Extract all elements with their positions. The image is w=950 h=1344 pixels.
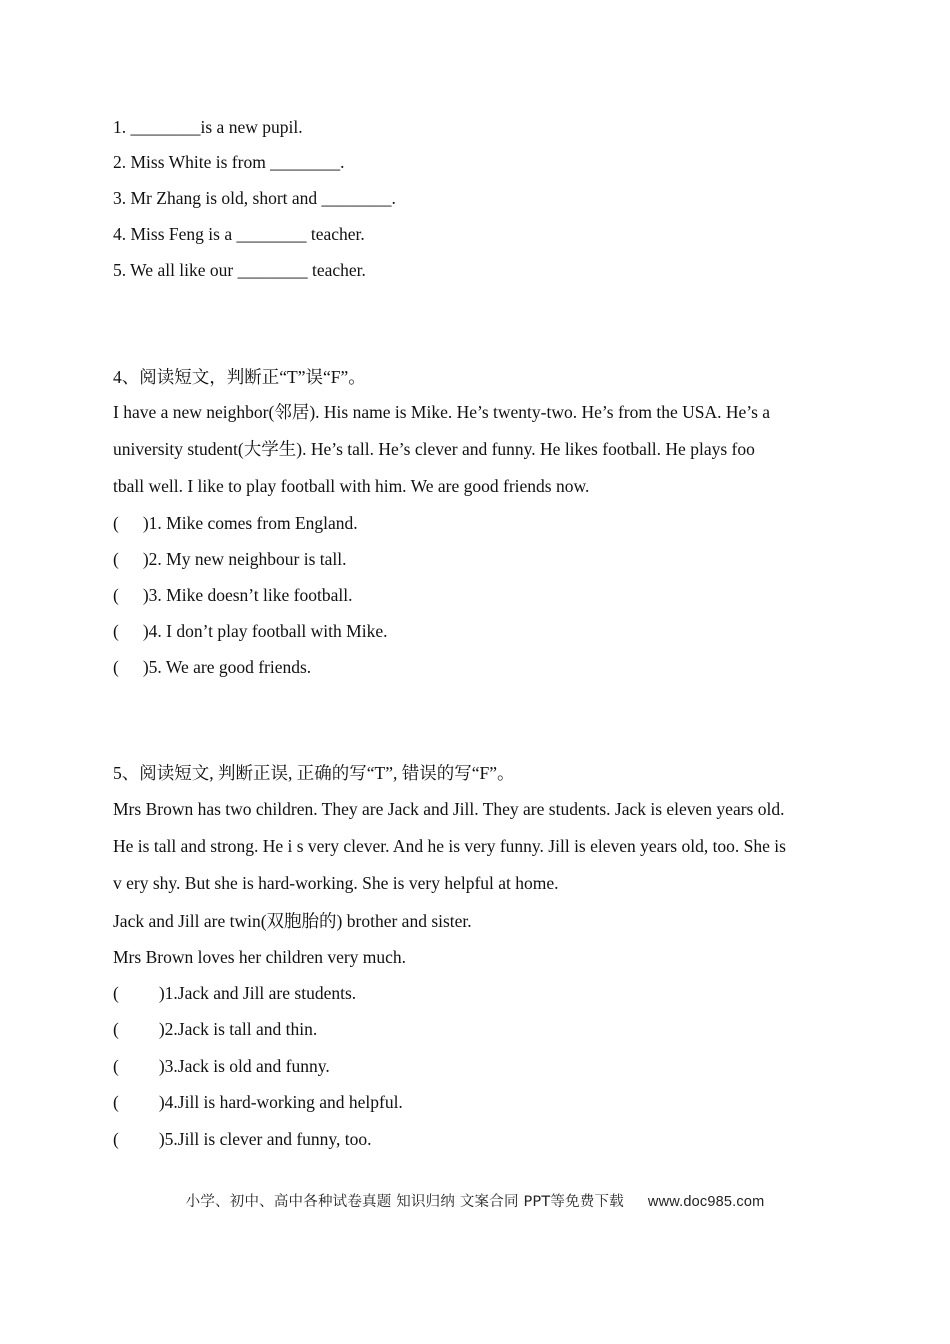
fill-item-2: 2. Miss White is from ________. [113,152,345,172]
footer-url[interactable]: www.doc985.com [647,1194,765,1210]
section5-heading: 5、阅读短文, 判断正误, 正确的写“T”, 错误的写“F”。 [113,763,515,783]
passage-line: I have a new neighbor(邻居). His name is Mike. He’s twenty-two. He’s from the USA. He’s a [113,402,771,422]
judge-question [113,512,358,534]
section4-heading: 4、阅读短文，判断正“T”误“F”。 [113,367,366,387]
section5-passage [113,791,838,902]
answer-paren-open[interactable]: ( [113,657,119,677]
answer-paren-open[interactable]: ( [113,1129,119,1149]
fill-item-4: 4. Miss Feng is a ________ teacher. [113,224,365,244]
question-text: )5. We are good friends. [142,657,312,677]
judge-question [113,548,346,570]
fill-item-1: 1. ________is a new pupil. [113,117,303,137]
question-text: )5.Jill is clever and funny, too. [158,1129,372,1149]
question-text: )4.Jill is hard-working and helpful. [158,1092,403,1112]
answer-paren-open[interactable]: ( [113,1092,119,1112]
judge-question [113,1128,372,1150]
answer-paren-open[interactable]: ( [113,1056,119,1076]
section4-passage [113,394,838,505]
passage-extra-line: Jack and Jill are twin(双胞胎的) brother and sister. [113,911,472,931]
answer-paren-open[interactable]: ( [113,585,119,605]
question-text: )2.Jack is tall and thin. [158,1019,318,1039]
footer-text: 小学、初中、高中各种试卷真题 知识归纳 文案合同 PPT等免费下载 [185,1194,624,1210]
page-footer [0,1190,950,1211]
question-text: )2. My new neighbour is tall. [142,549,347,569]
fill-item-3: 3. Mr Zhang is old, short and ________. [113,188,396,208]
answer-paren-open[interactable]: ( [113,621,119,641]
answer-paren-open[interactable]: ( [113,513,119,533]
fill-item-5: 5. We all like our ________ teacher. [113,260,366,280]
passage-line: v ery shy. But she is hard-working. She is very helpful at home. [113,873,559,893]
judge-question [113,584,352,606]
judge-question [113,1055,330,1077]
question-text: )1. Mike comes from England. [142,513,358,533]
answer-paren-open[interactable]: ( [113,983,119,1003]
passage-line: He is tall and strong. He i s very clever. And he is very funny. Jill is eleven years old, too. She is [113,836,786,856]
question-text: )4. I don’t play football with Mike. [142,621,388,641]
answer-paren-open[interactable]: ( [113,549,119,569]
passage-extra-line: Mrs Brown loves her children very much. [113,947,407,967]
question-text: )1.Jack and Jill are students. [158,983,357,1003]
judge-question [113,982,356,1004]
passage-line: university student(大学生). He’s tall. He’s clever and funny. He likes football. He plays foo [113,439,755,459]
passage-line: tball well. I like to play football with him. We are good friends now. [113,476,590,496]
judge-question [113,1018,317,1040]
answer-paren-open[interactable]: ( [113,1019,119,1039]
question-text: )3. Mike doesn’t like football. [142,585,353,605]
judge-question [113,1091,403,1113]
judge-question [113,620,387,642]
judge-question [113,656,311,678]
passage-line: Mrs Brown has two children. They are Jack and Jill. They are students. Jack is eleven years old. [113,799,785,819]
question-text: )3.Jack is old and funny. [158,1056,330,1076]
